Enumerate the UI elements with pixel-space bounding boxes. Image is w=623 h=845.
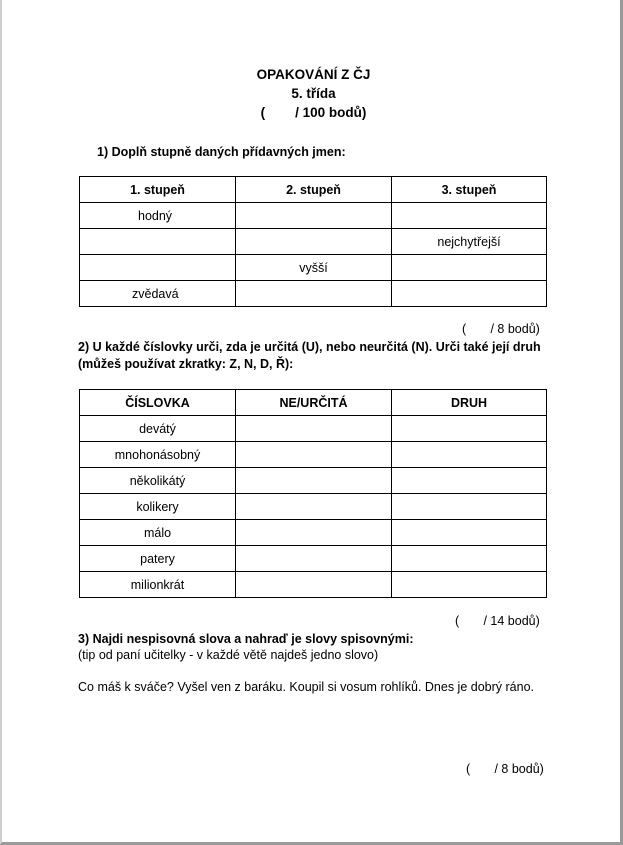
table-cell: patery (80, 546, 236, 572)
table-header-row (80, 390, 547, 416)
table-row (80, 572, 547, 598)
table-row (80, 468, 547, 494)
table-row (80, 442, 547, 468)
table-row (80, 229, 547, 255)
table-cell[interactable] (236, 203, 392, 229)
table-cell[interactable] (392, 572, 547, 598)
task3-tip: (tip od paní učitelky - v každé větě najdeš jedno slovo) (78, 648, 379, 662)
grade-label: 5. třída (291, 86, 336, 101)
table-row (80, 494, 547, 520)
table-cell: kolikery (80, 494, 236, 520)
table-cell[interactable] (236, 494, 392, 520)
table-cell: zvědavá (80, 281, 236, 307)
table-cell[interactable] (392, 416, 547, 442)
table-cell: nejchytřejší (392, 229, 547, 255)
table-row (80, 520, 547, 546)
table-cell: devátý (80, 416, 236, 442)
table-cell[interactable] (392, 520, 547, 546)
table-row (80, 546, 547, 572)
table-row (80, 255, 547, 281)
table-cell[interactable] (392, 494, 547, 520)
task1-points: ( / 8 bodů) (462, 322, 540, 336)
table-cell: málo (80, 520, 236, 546)
column-header: NE/URČITÁ (236, 390, 392, 416)
column-header: 3. stupeň (392, 177, 547, 203)
column-header: 2. stupeň (236, 177, 392, 203)
table-cell[interactable] (236, 281, 392, 307)
column-header: DRUH (392, 390, 547, 416)
task2-points: ( / 14 bodů) (455, 614, 540, 628)
table-cell[interactable] (80, 255, 236, 281)
table-row (80, 416, 547, 442)
table-cell[interactable] (392, 546, 547, 572)
table-cell: milionkrát (80, 572, 236, 598)
table-row (80, 281, 547, 307)
table-cell: několikátý (80, 468, 236, 494)
table-cell[interactable] (392, 468, 547, 494)
task3-points: ( / 8 bodů) (466, 762, 544, 776)
table-header-row (80, 177, 547, 203)
table-row (80, 203, 547, 229)
table-cell[interactable] (236, 546, 392, 572)
adjective-degrees-table (79, 176, 547, 307)
table-cell[interactable] (392, 442, 547, 468)
task2-heading-line1: 2) U každé číslovky urči, zda je určitá (U), nebo neurčitá (N). Urči také její druh (78, 340, 541, 354)
table-cell: hodný (80, 203, 236, 229)
table-cell[interactable] (392, 203, 547, 229)
total-score-label: ( / 100 bodů) (260, 105, 367, 120)
task3-sentences: Co máš k sváče? Vyšel ven z baráku. Koupil si vosum rohlíků. Dnes je dobrý ráno. (78, 680, 534, 694)
page-title: OPAKOVÁNÍ Z ČJ (256, 67, 371, 82)
table-cell[interactable] (392, 281, 547, 307)
table-cell[interactable] (236, 520, 392, 546)
numerals-table (79, 389, 547, 598)
table-cell[interactable] (236, 442, 392, 468)
task1-heading: 1) Doplň stupně daných přídavných jmen: (97, 145, 346, 159)
table-cell: vyšší (236, 255, 392, 281)
table-cell[interactable] (80, 229, 236, 255)
task2-heading-line2: (můžeš používat zkratky: Z, N, D, Ř): (78, 357, 294, 371)
table-cell[interactable] (236, 229, 392, 255)
column-header: 1. stupeň (80, 177, 236, 203)
table-cell[interactable] (236, 572, 392, 598)
table-cell[interactable] (236, 468, 392, 494)
table-cell: mnohonásobný (80, 442, 236, 468)
column-header: ČÍSLOVKA (80, 390, 236, 416)
table-cell[interactable] (392, 255, 547, 281)
table-cell[interactable] (236, 416, 392, 442)
task3-heading: 3) Najdi nespisovná slova a nahraď je slovy spisovnými: (78, 632, 414, 646)
